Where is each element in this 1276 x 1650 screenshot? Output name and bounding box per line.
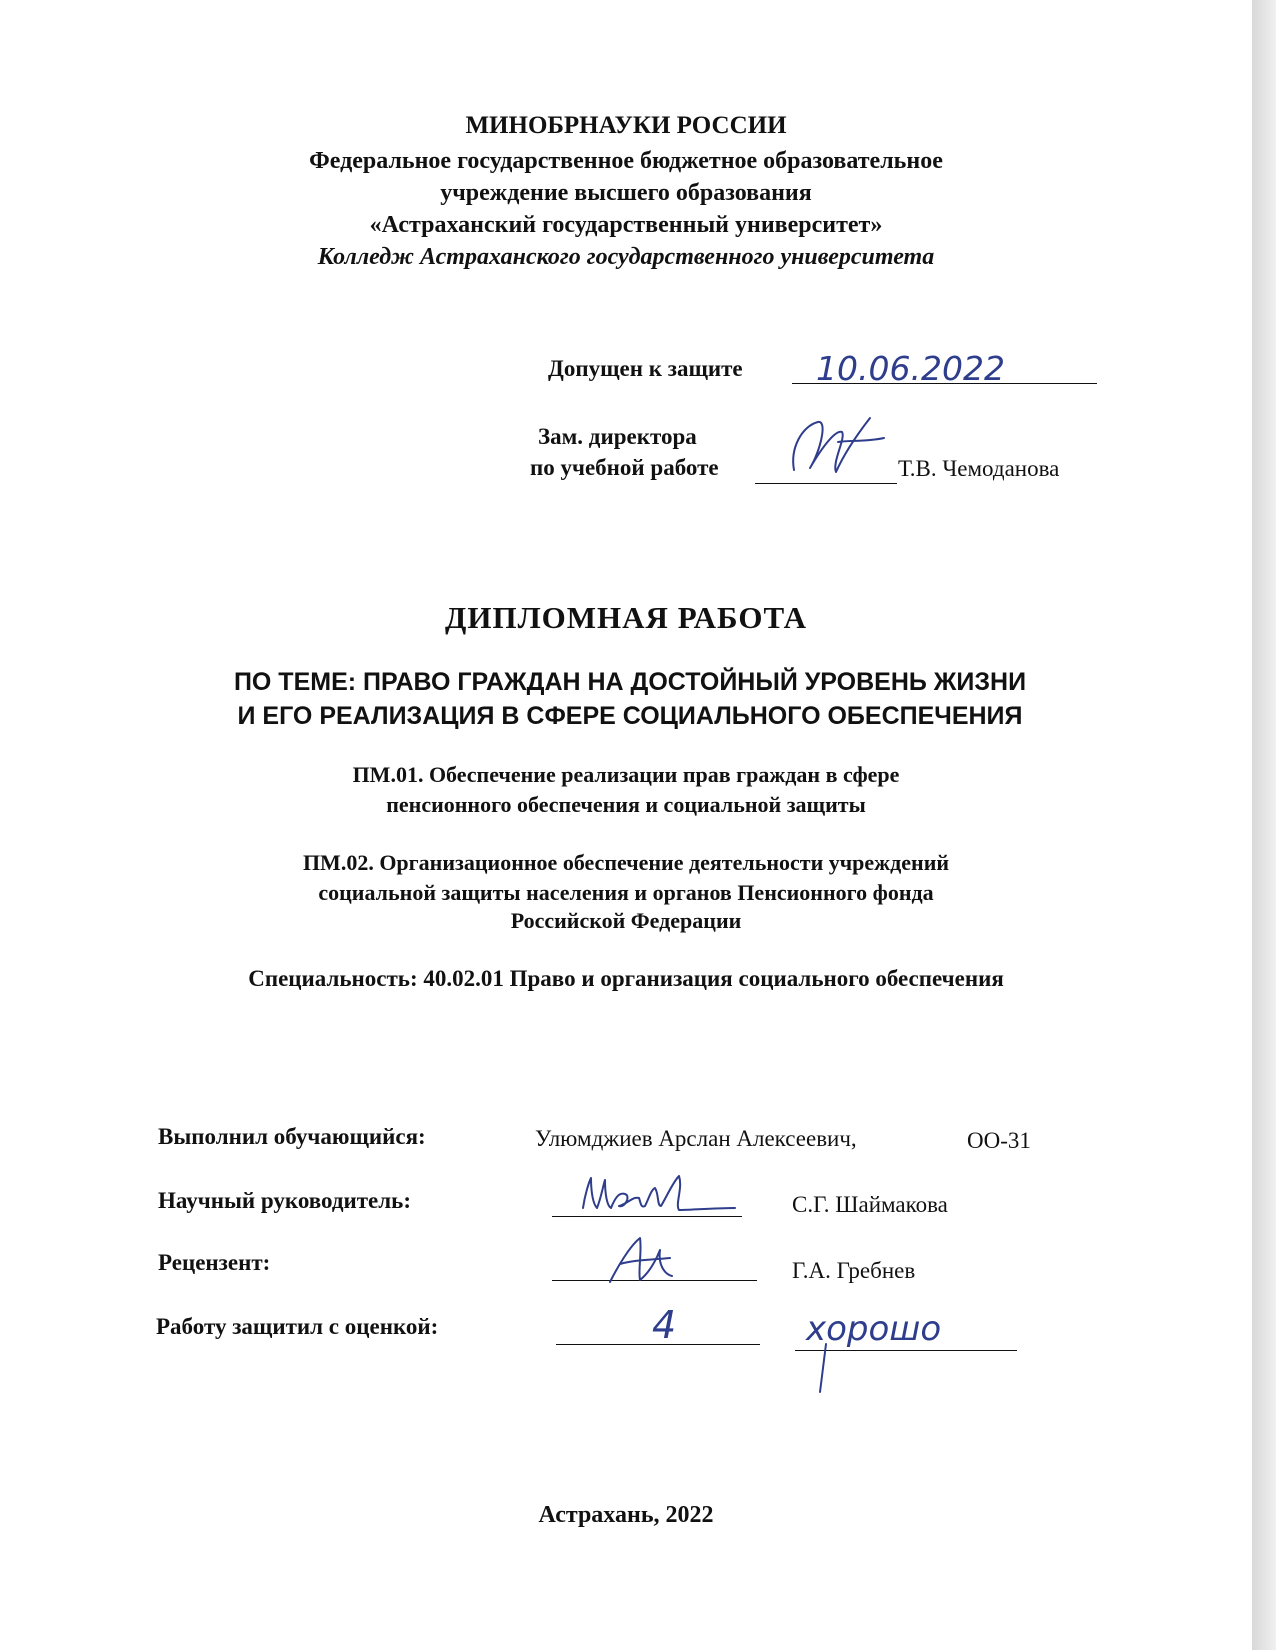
topic-line-1: ПО ТЕМЕ: ПРАВО ГРАЖДАН НА ДОСТОЙНЫЙ УРОВЕНЬ ЖИЗНИ (233, 668, 1027, 696)
svg-text:4: 4 (652, 1303, 677, 1347)
city-year: Астрахань, 2022 (538, 1502, 714, 1528)
supervisor-label: Научный руководитель: (158, 1188, 411, 1213)
reviewer-signature-icon (600, 1230, 690, 1288)
supervisor-signature-icon (575, 1168, 745, 1218)
svg-text:хорошо: хорошо (806, 1309, 942, 1349)
reviewer-label: Рецензент: (158, 1250, 271, 1275)
topic-line-2: И ЕГО РЕАЛИЗАЦИЯ В СФЕРЕ СОЦИАЛЬНОГО ОБЕСПЕЧЕНИЯ (237, 702, 1023, 730)
reviewer-name: Г.А. Гребнев (792, 1258, 916, 1283)
grade-label: Работу защитил с оценкой: (156, 1314, 439, 1339)
pm02-line-2: социальной защиты населения и органов Пенсионного фонда (318, 880, 934, 905)
grade-number-handwritten (640, 1300, 690, 1346)
institution-line-2: учреждение высшего образования (440, 180, 812, 206)
pm01-line-1: ПМ.01. Обеспечение реализации прав граждан в сфере (352, 762, 900, 787)
page-edge (1252, 0, 1276, 1650)
college-name: Колледж Астраханского государственного университета (317, 244, 935, 270)
supervisor-name: С.Г. Шаймакова (792, 1192, 948, 1217)
grade-word-handwritten (800, 1300, 960, 1400)
pm02-line-1: ПМ.02. Организационное обеспечение деятельности учреждений (302, 850, 950, 875)
ministry-heading: МИНОБРНАУКИ РОССИИ (465, 112, 787, 139)
admission-label: Допущен к защите (548, 356, 743, 381)
institution-line-1: Федеральное государственное бюджетное образовательное (309, 148, 943, 174)
svg-text:10.06.2022: 10.06.2022 (816, 349, 1005, 388)
university-name: «Астраханский государственный университет» (369, 212, 883, 238)
student-label: Выполнил обучающийся: (158, 1124, 426, 1149)
deputy-name: Т.В. Чемоданова (898, 456, 1060, 481)
specialty-line: Специальность: 40.02.01 Право и организация социального обеспечения (248, 966, 1004, 991)
student-group: ОО-31 (967, 1128, 1031, 1153)
document-title: ДИПЛОМНАЯ РАБОТА (445, 600, 807, 635)
deputy-signature-icon (780, 408, 890, 488)
pm01-line-2: пенсионного обеспечения и социальной защиты (386, 792, 866, 817)
deputy-title-line1: Зам. директора (538, 424, 697, 449)
admission-date-handwritten (810, 346, 1060, 390)
student-name: Улюмджиев Арслан Алексеевич, (535, 1126, 857, 1151)
pm02-line-3: Российской Федерации (510, 908, 742, 933)
deputy-title-line2: по учебной работе (530, 455, 719, 480)
